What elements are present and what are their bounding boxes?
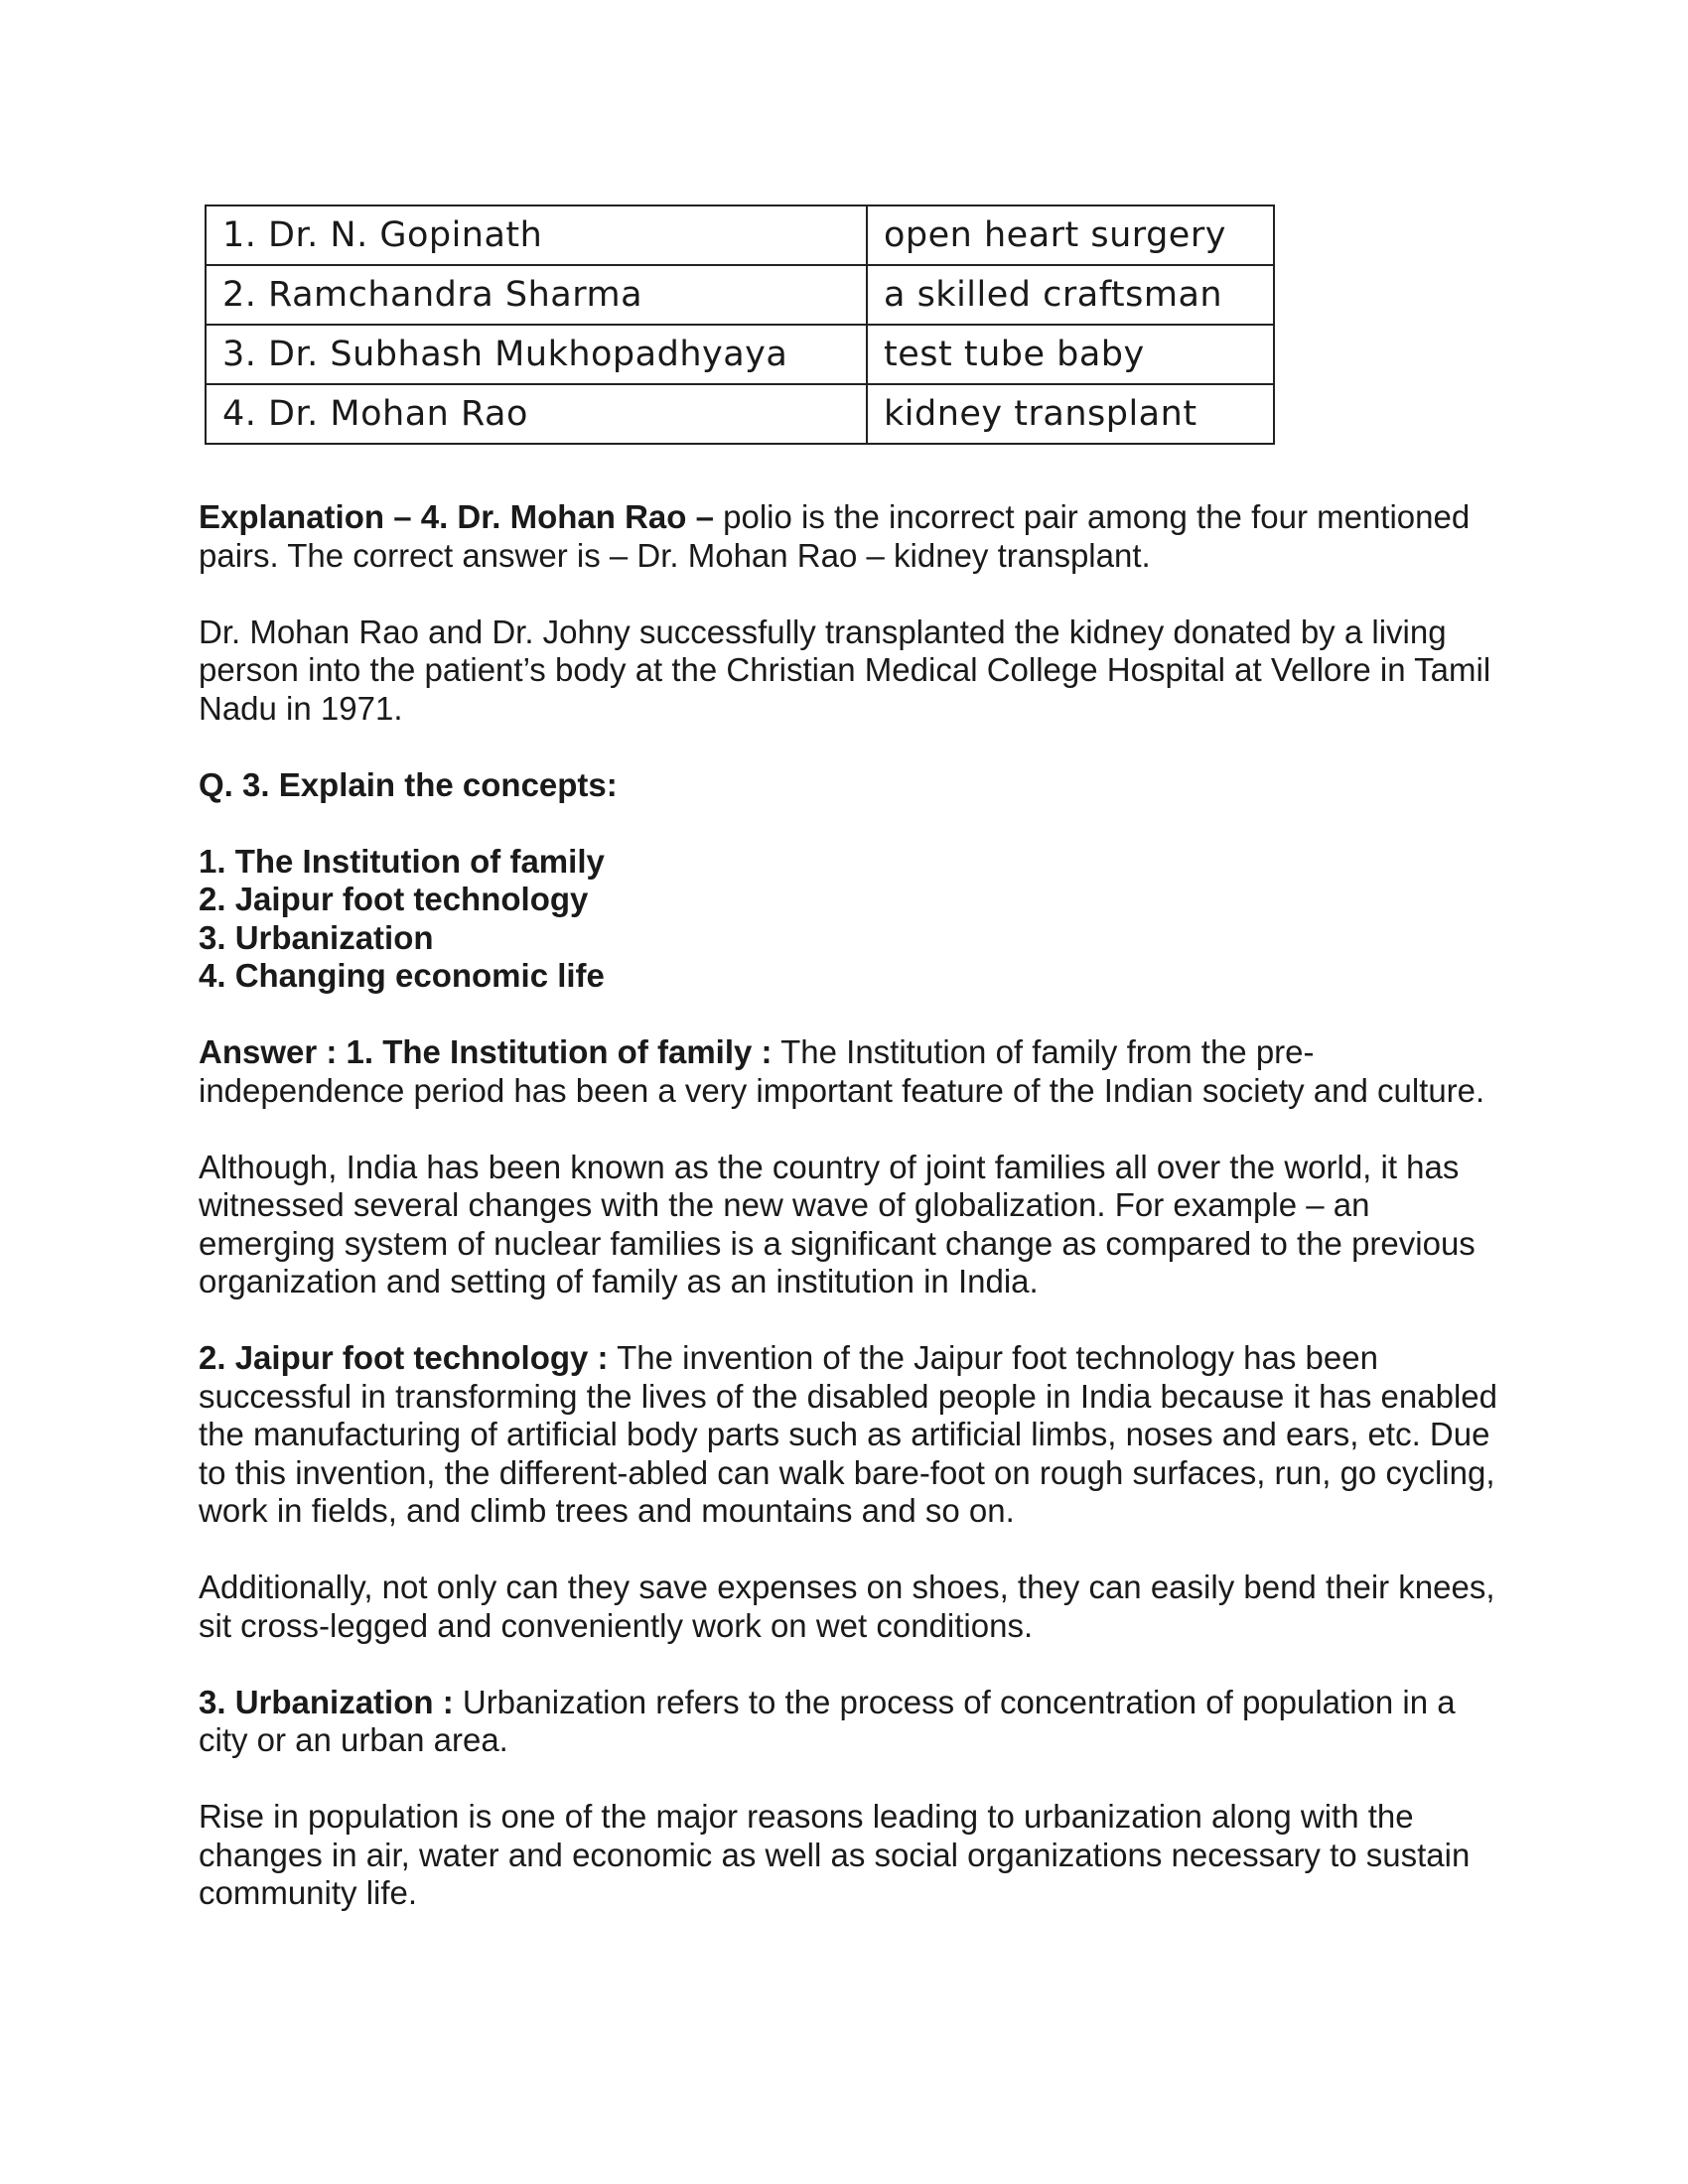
explanation-detail-paragraph: Dr. Mohan Rao and Dr. Johny successfully transplanted the kidney donated by a living person into the patient’s body at the Christian Medical College Hospital at Vellore in Tamil Nadu in 1971. [199,613,1491,727]
body-text [199,498,1509,1951]
answer1-detail-paragraph: Although, India has been known as the country of joint families all over the world, it has witnessed several changes with the new wave of globalization. For example – an emerging system of nuclear families is a significant change as compared to the previous organization and setting of family as an institution in India. [199,1148,1476,1299]
answer3-paragraph [199,1684,1509,1760]
table-row [206,205,1274,265]
answer2-lead: 2. Jaipur foot technology : [199,1339,609,1376]
person-cell: 1. Dr. N. Gopinath [206,205,867,265]
concept-item: 1. The Institution of family [199,842,605,880]
concept-item: 2. Jaipur foot technology [199,881,589,917]
achievement-cell: kidney transplant [867,384,1274,444]
concepts-list [199,843,1509,996]
question-heading: Q. 3. Explain the concepts: [199,765,618,803]
answer2-detail-paragraph: Additionally, not only can they save expenses on shoes, they can easily bend their knees, sit cross-legged and conveniently work on wet conditions. [199,1569,1495,1644]
person-cell: 2. Ramchandra Sharma [206,265,867,325]
achievement-cell: a skilled craftsman [867,265,1274,325]
answer1-text: The Institution of family from the pre-independence period has been a very important feature of the Indian society and culture. [199,1033,1485,1109]
answer3-text: Urbanization refers to the process of concentration of population in a city or an urban area. [199,1683,1456,1758]
explanation-lead: Explanation – 4. Dr. Mohan Rao – [199,498,714,535]
answer1-lead: Answer : 1. The Institution of family : [199,1033,773,1070]
explanation-paragraph [199,498,1509,575]
concept-item: 3. Urbanization [199,918,434,956]
person-cell: 3. Dr. Subhash Mukhopadhyaya [206,325,867,384]
person-cell: 4. Dr. Mohan Rao [206,384,867,444]
concept-item: 4. Changing economic life [199,957,605,994]
explanation-text: polio is the incorrect pair among the four mentioned pairs. The correct answer is – Dr. Mohan Rao – kidney transplant. [199,498,1471,574]
match-table [205,205,1275,445]
table-row [206,265,1274,325]
answer2-paragraph [199,1339,1509,1531]
answer2-text: The invention of the Jaipur foot technology has been successful in transforming the lives of the disabled people in India because it has enabled the manufacturing of artificial body parts such as artificial limbs, noses and ears, etc. Due to this invention, the different-abled can walk bare-foot on rough surfaces, run, go cycling, work in fields, and climb trees and mountains and so on. [199,1339,1497,1529]
achievement-cell: open heart surgery [867,205,1274,265]
table-row [206,325,1274,384]
achievement-cell: test tube baby [867,325,1274,384]
answer3-lead: 3. Urbanization : [199,1683,454,1720]
answer3-detail-paragraph: Rise in population is one of the major reasons leading to urbanization along with the changes in air, water and economic as well as social organizations necessary to sustain community life. [199,1798,1471,1911]
table-row [206,384,1274,444]
answer1-paragraph [199,1033,1509,1110]
